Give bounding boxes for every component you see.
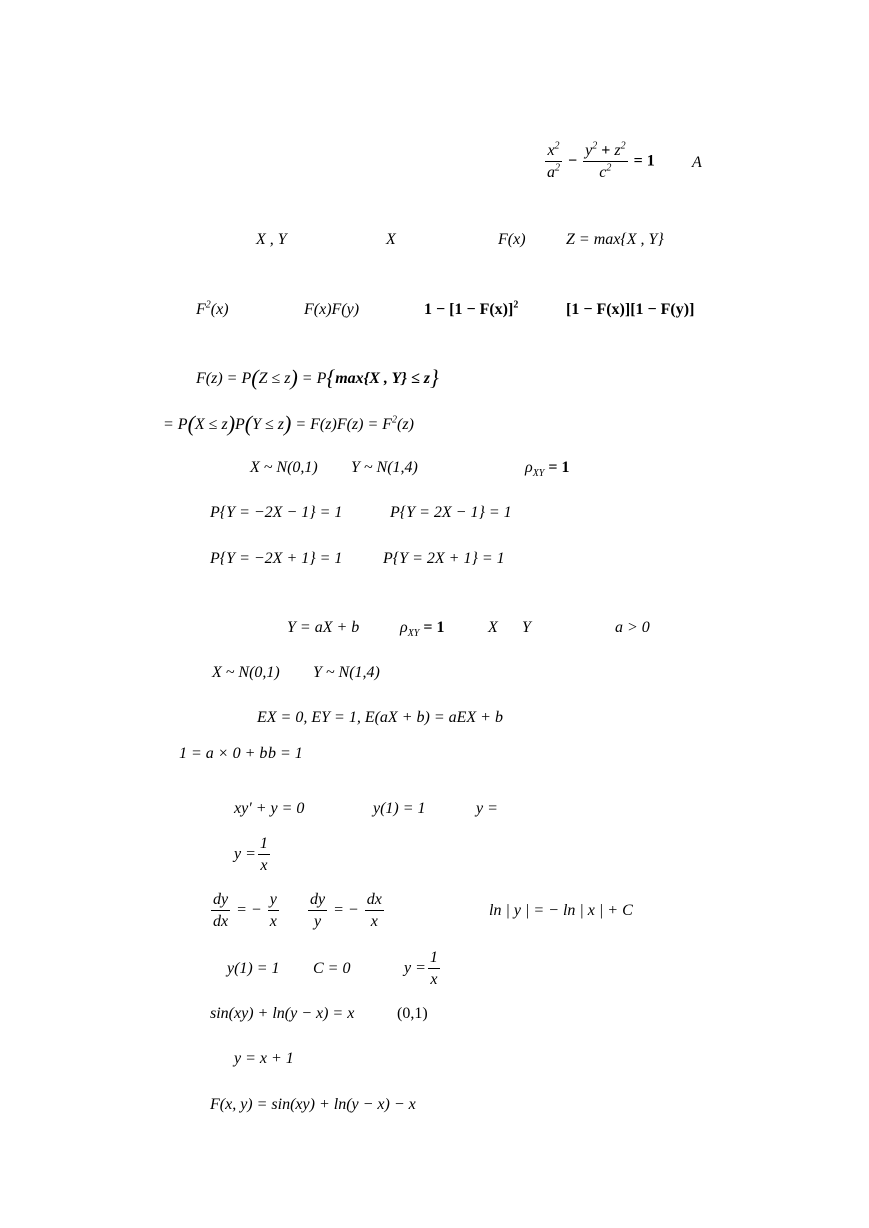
z-var: z — [614, 142, 621, 159]
q3-a-positive: a > 0 — [615, 619, 650, 636]
q4-ode: xy′ + y = 0 — [234, 800, 305, 817]
line2-e: = F(z)F(z) = F — [291, 416, 393, 433]
fraction-dy-dx — [211, 892, 230, 930]
q3-equation-b: 1 = a × 0 + b — [179, 745, 268, 762]
q3-x-normal: X ~ N(0,1) — [250, 459, 318, 476]
line2-b: X ≤ z — [194, 416, 228, 433]
final-lhs: y = — [404, 959, 426, 977]
denominator: x — [370, 913, 378, 930]
q5-equation: sin(xy) + ln(y − x) = x — [210, 1005, 355, 1022]
q3-solution-y: Y — [522, 619, 531, 636]
q4-separation-2 — [306, 892, 386, 930]
fraction-dy-y — [308, 892, 327, 930]
hyperboloid-equation — [543, 140, 655, 181]
q5-function-f: F(x, y) = sin(xy) + ln(y − x) − x — [210, 1096, 416, 1113]
fraction-dx-x — [365, 892, 384, 930]
exponent: 2 — [555, 162, 560, 174]
opt1-sup: 2 — [205, 299, 211, 311]
numerator: 1 — [258, 836, 270, 855]
denominator: y — [314, 913, 322, 930]
q4-y-equals: y = — [476, 800, 498, 817]
numerator: 1 — [428, 950, 440, 969]
q2-option-2: F(x)F(y) — [304, 301, 360, 318]
brace-open: { — [326, 365, 336, 390]
q3-option-4: P{Y = 2X + 1} = 1 — [383, 550, 505, 567]
line2-c: P — [235, 416, 245, 433]
fraction-y-x — [268, 892, 279, 930]
denominator: x — [430, 971, 438, 988]
fraction-one-over-x — [258, 836, 270, 874]
exponent: 2 — [554, 140, 560, 152]
fraction-x2-a2 — [545, 140, 562, 181]
line2-sup: 2 — [392, 414, 398, 426]
denominator: x — [260, 857, 268, 874]
rho-sub: XY — [532, 468, 545, 480]
q2-option-3 — [424, 299, 519, 318]
ans-lhs: y = — [234, 845, 256, 863]
q3-solution-y-normal: Y ~ N(1,4) — [313, 664, 380, 681]
q2-solution-line2 — [163, 413, 414, 435]
rho-eq: = 1 — [419, 619, 445, 636]
brace-close: } — [429, 365, 439, 390]
q4-c-zero: C = 0 — [313, 960, 351, 977]
q3-option-2: P{Y = 2X − 1} = 1 — [390, 504, 512, 521]
q2-option-1 — [196, 299, 229, 318]
q4-final-answer — [404, 950, 442, 988]
rho: ρ — [400, 619, 408, 636]
q2-option-4: [1 − F(x)][1 − F(y)] — [566, 301, 695, 318]
paren-open: ( — [251, 365, 259, 390]
numerator: dy — [211, 892, 230, 911]
fraction-y2z2-c2 — [583, 140, 627, 181]
q5-tangent-line: y = x + 1 — [234, 1050, 294, 1067]
q4-answer — [234, 836, 272, 874]
q3-b-value: b = 1 — [268, 745, 303, 762]
rho: ρ — [525, 459, 533, 476]
numerator: y — [268, 892, 279, 911]
q3-rho — [525, 459, 570, 480]
numerator: dy — [308, 892, 327, 911]
paren-open: ( — [187, 411, 195, 436]
line1-c: = P — [297, 370, 327, 387]
q2-z-max: Z = max{X , Y} — [566, 231, 664, 248]
paren-close: ) — [290, 365, 298, 390]
q3-option-3: P{Y = −2X + 1} = 1 — [210, 550, 343, 567]
q3-solution-x: X — [488, 619, 498, 636]
q2-fx: F(x) — [498, 231, 526, 248]
q4-initial-condition-2: y(1) = 1 — [227, 960, 280, 977]
q3-expectations: EX = 0, EY = 1, E(aX + b) = aEX + b — [257, 709, 503, 726]
eq-neg: = − — [329, 901, 363, 919]
numerator: dx — [365, 892, 384, 911]
q2-xy: X , Y — [256, 231, 287, 248]
q2-solution-line1 — [196, 367, 439, 389]
q3-solution-rho — [400, 619, 445, 640]
line1-d: max{X , Y} ≤ z — [335, 370, 430, 387]
denominator: x — [269, 913, 277, 930]
q4-initial-condition: y(1) = 1 — [373, 800, 426, 817]
opt3-sup: 2 — [513, 299, 519, 311]
exponent: 2 — [606, 162, 612, 174]
plus-sign: + — [597, 142, 615, 159]
opt1-arg: (x) — [210, 301, 229, 318]
minus-sign: − — [564, 152, 582, 170]
exponent: 2 — [620, 140, 626, 152]
fraction-one-over-x — [428, 950, 440, 988]
rho-eq: = 1 — [544, 459, 570, 476]
q3-y-linear: Y = aX + b — [287, 619, 360, 636]
line2-f: (z) — [397, 416, 414, 433]
equals-one: = 1 — [629, 152, 655, 170]
paren-close: ) — [284, 411, 292, 436]
eq-neg: = − — [232, 901, 266, 919]
line1-a: F(z) = P — [196, 370, 252, 387]
rho-sub: XY — [407, 628, 420, 640]
line2-a: = P — [163, 416, 188, 433]
option-a-label: A — [692, 154, 702, 171]
opt3-base: 1 − [1 − F(x)] — [424, 301, 514, 318]
paren-open: ( — [244, 411, 253, 436]
c-var: c — [599, 164, 607, 181]
opt1-base: F — [196, 301, 206, 318]
q2-x: X — [386, 231, 396, 248]
y-var: y — [585, 142, 593, 159]
line1-b: Z ≤ z — [258, 370, 291, 387]
x-var: x — [547, 142, 555, 159]
q3-y-normal: Y ~ N(1,4) — [351, 459, 418, 476]
exponent: 2 — [592, 140, 598, 152]
q3-solution-x-normal: X ~ N(0,1) — [212, 664, 280, 681]
q3-option-1: P{Y = −2X − 1} = 1 — [210, 504, 343, 521]
q4-log-solution: ln | y | = − ln | x | + C — [489, 902, 633, 919]
paren-close: ) — [227, 411, 236, 436]
q4-separation-1 — [209, 892, 281, 930]
a-var: a — [547, 164, 555, 181]
denominator: dx — [213, 913, 229, 930]
line2-d: Y ≤ z — [252, 416, 285, 433]
q5-point: (0,1) — [397, 1005, 428, 1022]
